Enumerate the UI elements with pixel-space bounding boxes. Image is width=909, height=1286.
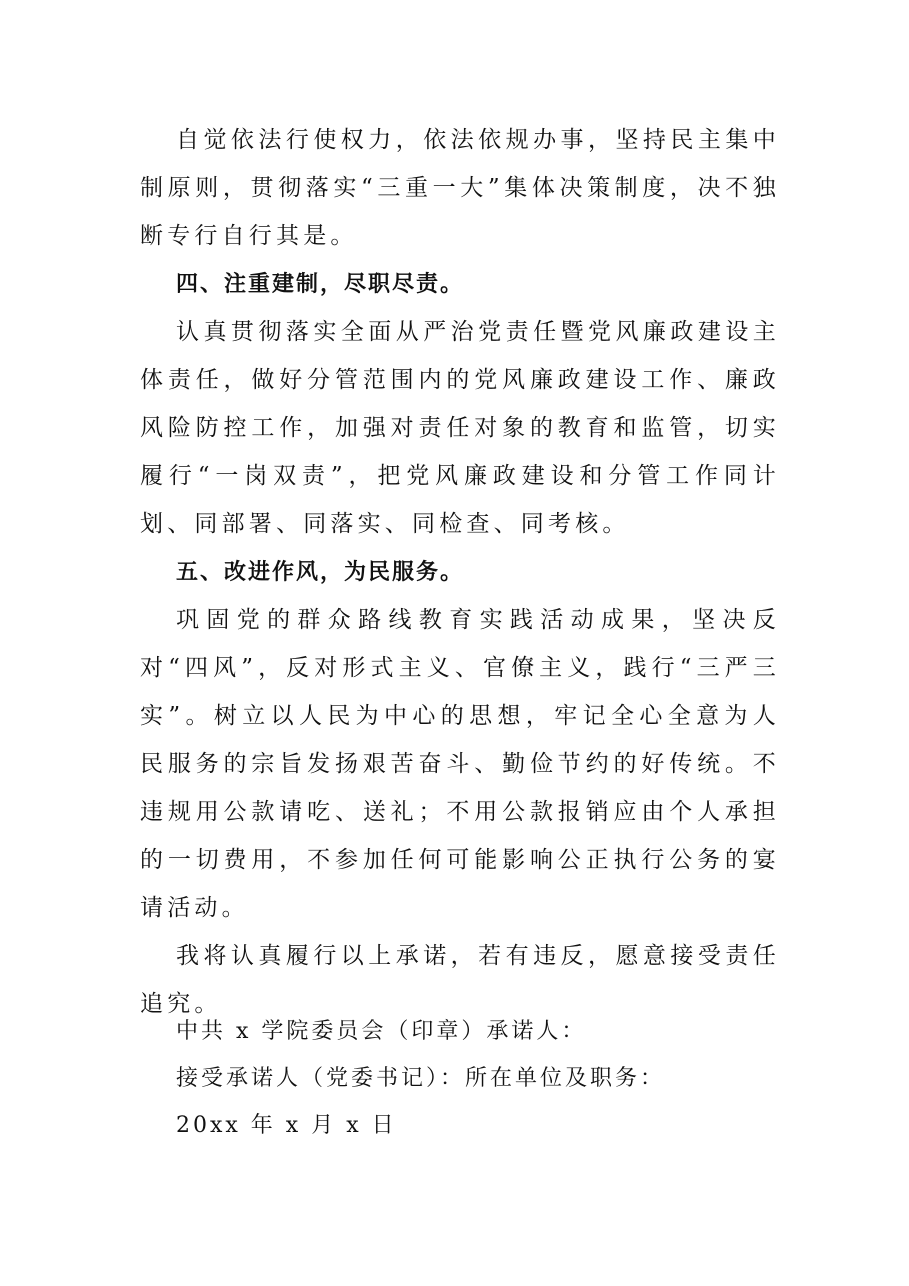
signature-committee: 中共 x 学院委员会（印章）承诺人： — [176, 1019, 587, 1044]
paragraph-authority: 自觉依法行使权力，依法依规办事，坚持民主集中制原则，贯彻落实“三重一大”集体决策制度，决不独断专行自行其是。 — [140, 127, 780, 249]
paragraph-responsibility: 认真贯彻落实全面从严治党责任暨党风廉政建设主体责任，做好分管范围内的党风廉政建设工作、廉政风险防控工作，加强对责任对象的教育和监管，切实履行“一岗双责”，把党风廉政建设和分管工作同计划、同部署、同落实、同检查、同考核。 — [140, 319, 780, 537]
heading-section-five: 五、改进作风，为民服务。 — [176, 559, 465, 585]
signature-date: 20xx 年 x 月 x 日 — [176, 1113, 397, 1138]
paragraph-work-style: 巩固党的群众路线教育实践活动成果，坚决反对“四风”，反对形式主义、官僚主义，践行“三严三实”。树立以人民为中心的思想，牢记全心全意为人民服务的宗旨发扬艰苦奋斗、勤俭节约的好传统。不违规用公款请吃、送礼；不用公款报销应由个人承担的一切费用，不参加任何可能影响公正执行公务的宴请活动。 — [140, 607, 780, 921]
signature-recipient: 接受承诺人（党委书记）：所在单位及职务： — [176, 1066, 666, 1091]
document-body — [140, 116, 780, 1028]
paragraph-pledge: 我将认真履行以上承诺，若有违反，愿意接受责任追究。 — [140, 943, 780, 1017]
heading-section-four: 四、注重建制，尽职尽责。 — [176, 271, 465, 297]
